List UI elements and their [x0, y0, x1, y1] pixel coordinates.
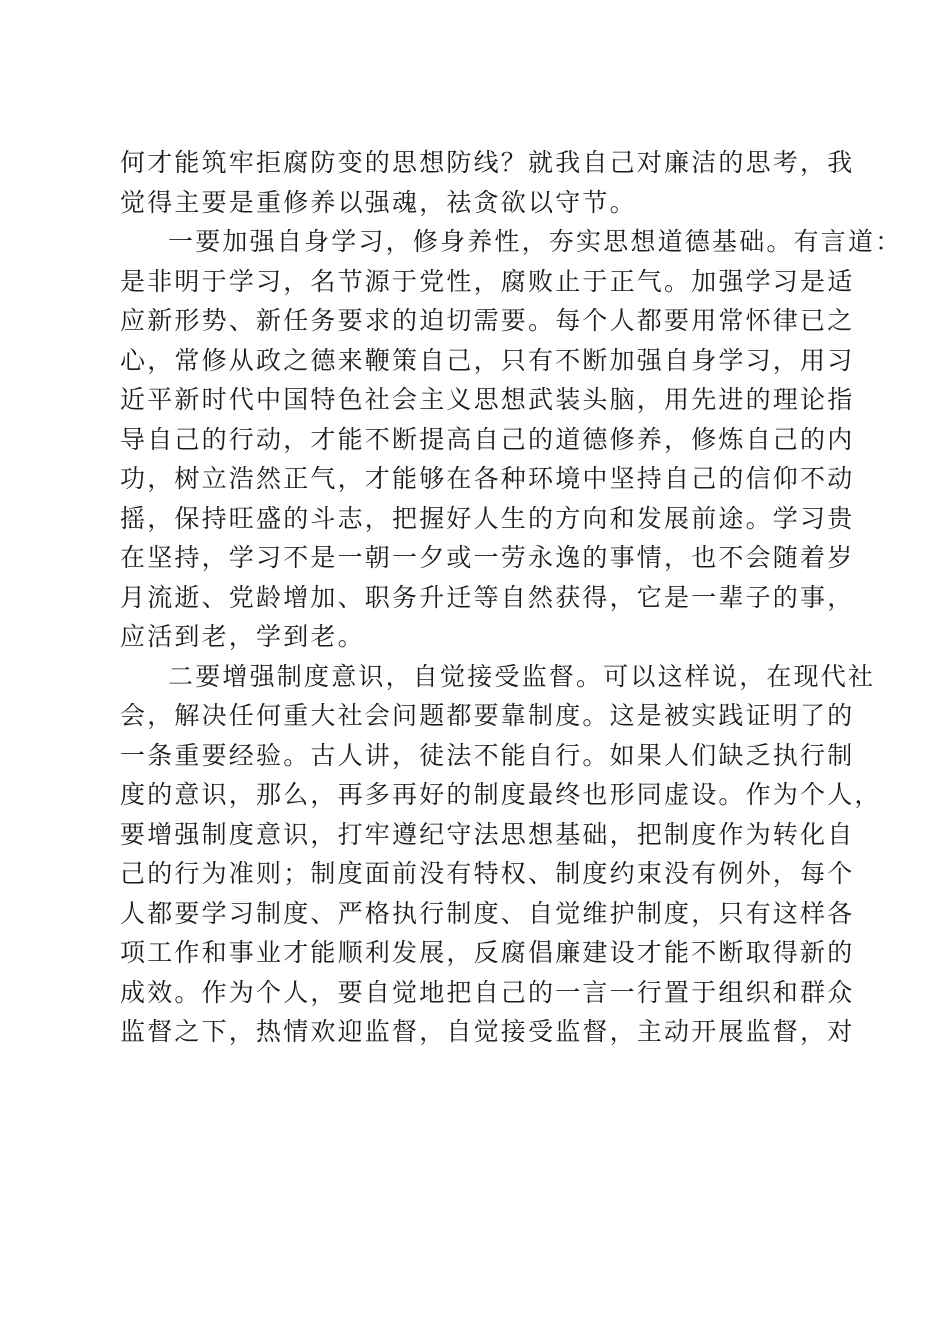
body-line: 成效。作为个人，要自觉地把自己的一言一行置于组织和群众 [120, 977, 855, 1007]
document-body [120, 143, 903, 1052]
body-line: 项工作和事业才能顺利发展，反腐倡廉建设才能不断取得新的 [120, 938, 855, 967]
body-line: 觉得主要是重修养以强魂，祛贪欲以守节。 [120, 187, 637, 217]
body-line: 一条重要经验。古人讲，徒法不能自行。如果人们缺乏执行制 [120, 740, 855, 770]
body-line: 应活到老，学到老。 [120, 622, 365, 651]
body-line: 何才能筑牢拒腐防变的思想防线？就我自己对廉洁的思考，我 [120, 148, 855, 177]
body-line: 度的意识，那么，再多再好的制度最终也形同虚设。作为个人， [120, 780, 882, 809]
paragraph-first-line: 一要加强自身学习，修身养性，夯实思想道德基础。有言道： [168, 227, 903, 256]
body-line: 是非明于学习，名节源于党性，腐败止于正气。加强学习是适 [120, 266, 855, 296]
paragraph-first-line: 二要增强制度意识，自觉接受监督。可以这样说，在现代社 [168, 661, 876, 691]
body-line: 要增强制度意识，打牢遵纪守法思想基础，把制度作为转化自 [120, 819, 855, 849]
body-line: 人都要学习制度、严格执行制度、自觉维护制度，只有这样各 [120, 898, 855, 928]
body-line: 应新形势、新任务要求的迫切需要。每个人都要用常怀律已之 [120, 306, 855, 335]
body-line: 监督之下，热情欢迎监督，自觉接受监督，主动开展监督，对 [120, 1017, 855, 1046]
body-line: 在坚持，学习不是一朝一夕或一劳永逸的事情，也不会随着岁 [120, 543, 855, 572]
body-line: 摇，保持旺盛的斗志，把握好人生的方向和发展前途。学习贵 [120, 503, 855, 533]
body-line: 近平新时代中国特色社会主义思想武装头脑，用先进的理论指 [120, 385, 855, 414]
body-line: 会，解决任何重大社会问题都要靠制度。这是被实践证明了的 [120, 701, 855, 730]
body-line: 心，常修从政之德来鞭策自己，只有不断加强自身学习，用习 [120, 345, 855, 375]
body-line: 己的行为准则；制度面前没有特权、制度约束没有例外，每个 [120, 859, 855, 888]
body-line: 月流逝、党龄增加、职务升迁等自然获得，它是一辈子的事， [120, 582, 855, 612]
body-line: 导自己的行动，才能不断提高自己的道德修养，修炼自己的内 [120, 424, 855, 454]
body-line: 功，树立浩然正气，才能够在各种环境中坚持自己的信仰不动 [120, 464, 855, 493]
